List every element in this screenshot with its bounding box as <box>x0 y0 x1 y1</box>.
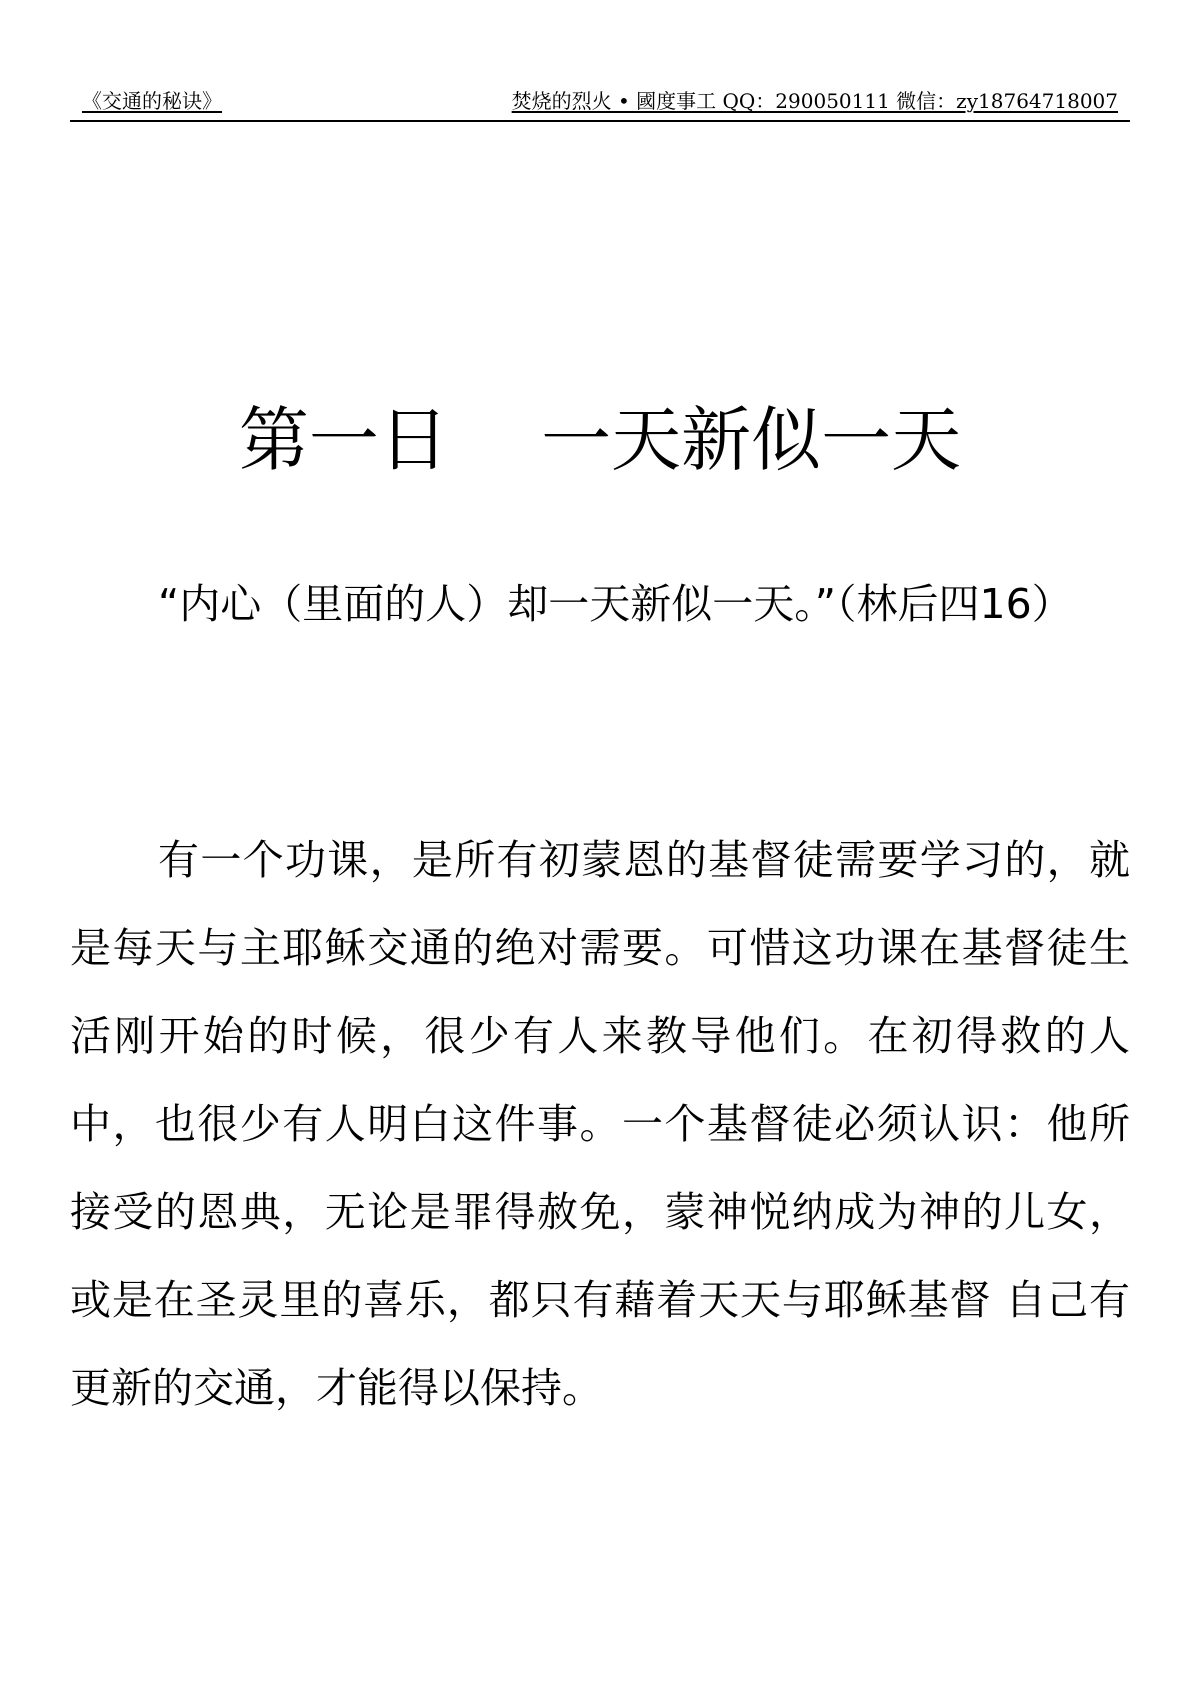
scripture-verse: “内心（里面的人）却一天新似一天。”（林后四16） <box>158 580 1073 628</box>
header-divider <box>70 120 1130 122</box>
running-header <box>70 90 1130 120</box>
chapter-title: 第一日 一天新似一天 <box>238 398 962 481</box>
header-book-title: 《交通的秘诀》 <box>82 89 222 113</box>
body-paragraph: 有一个功课，是所有初蒙恩的基督徒需要学习的，就是每天与主耶稣交通的绝对需要。可惜这功课在基督徒生活刚开始的时候，很少有人来教导他们。在初得救的人 中，也很少有人明白这件事。一个基督徒必须认识：他所接受的恩典，无论是罪得赦免，蒙神悦纳成为神的儿女，或是在圣灵里的喜乐，都只有藉着天天与耶稣基督 自己有更新的交通，才能得以保持。 <box>70 836 1130 1412</box>
header-credit: 焚烧的烈火 • 國度事工 QQ：290050111 微信：zy18764718007 <box>511 89 1118 113</box>
